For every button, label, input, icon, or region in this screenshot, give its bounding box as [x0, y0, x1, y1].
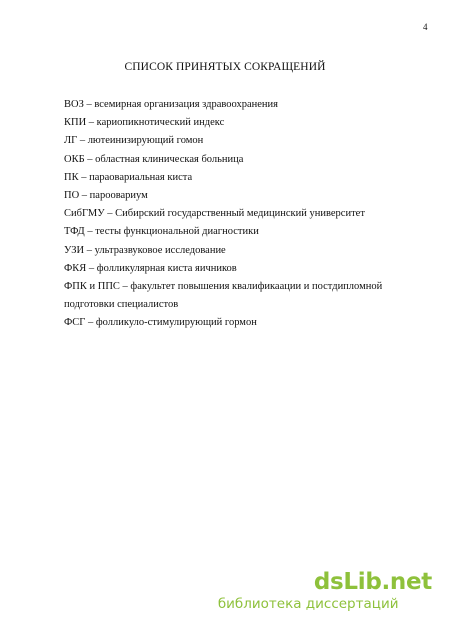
abbreviation-entry: ЛГ – лютеинизирующий гомон [64, 135, 204, 147]
abbreviation-entry: КПИ – кариопикнотический индекс [64, 117, 225, 129]
abbreviation-entry: ВОЗ – всемирная организация здравоохранения [64, 99, 278, 110]
abbreviation-entry: ПК – параовариальная киста [64, 171, 193, 183]
abbreviation-entry: УЗИ – ультразвуковое исследование [64, 244, 226, 256]
page-number: 4 [423, 22, 428, 32]
abbreviation-entry: ФКЯ – фолликулярная киста яичников [64, 262, 237, 274]
watermark-subtitle: библиотека диссертаций [217, 596, 399, 612]
page-title: СПИСОК ПРИНЯТЫХ СОКРАЩЕНИЙ [124, 61, 326, 73]
abbreviation-entry: ТФД – тесты функциональной диагностики [64, 226, 259, 238]
abbreviation-entry: ФСГ – фолликуло-стимулирующий гормон [64, 317, 257, 329]
abbreviation-entry: СибГМУ – Сибирский государственный медицинский университет [64, 208, 365, 220]
abbreviation-entry: ОКБ – областная клиническая больница [64, 153, 244, 165]
abbreviation-entry-continuation: подготовки специалистов [64, 299, 179, 311]
abbreviation-list [64, 96, 404, 333]
watermark [218, 570, 432, 612]
watermark-logo: dsLib.net [313, 569, 432, 595]
abbreviation-entry: ФПК и ППС – факультет повышения квалификаации и постдипломной [64, 281, 383, 293]
abbreviation-entry: ПО – пароовариум [64, 190, 148, 202]
